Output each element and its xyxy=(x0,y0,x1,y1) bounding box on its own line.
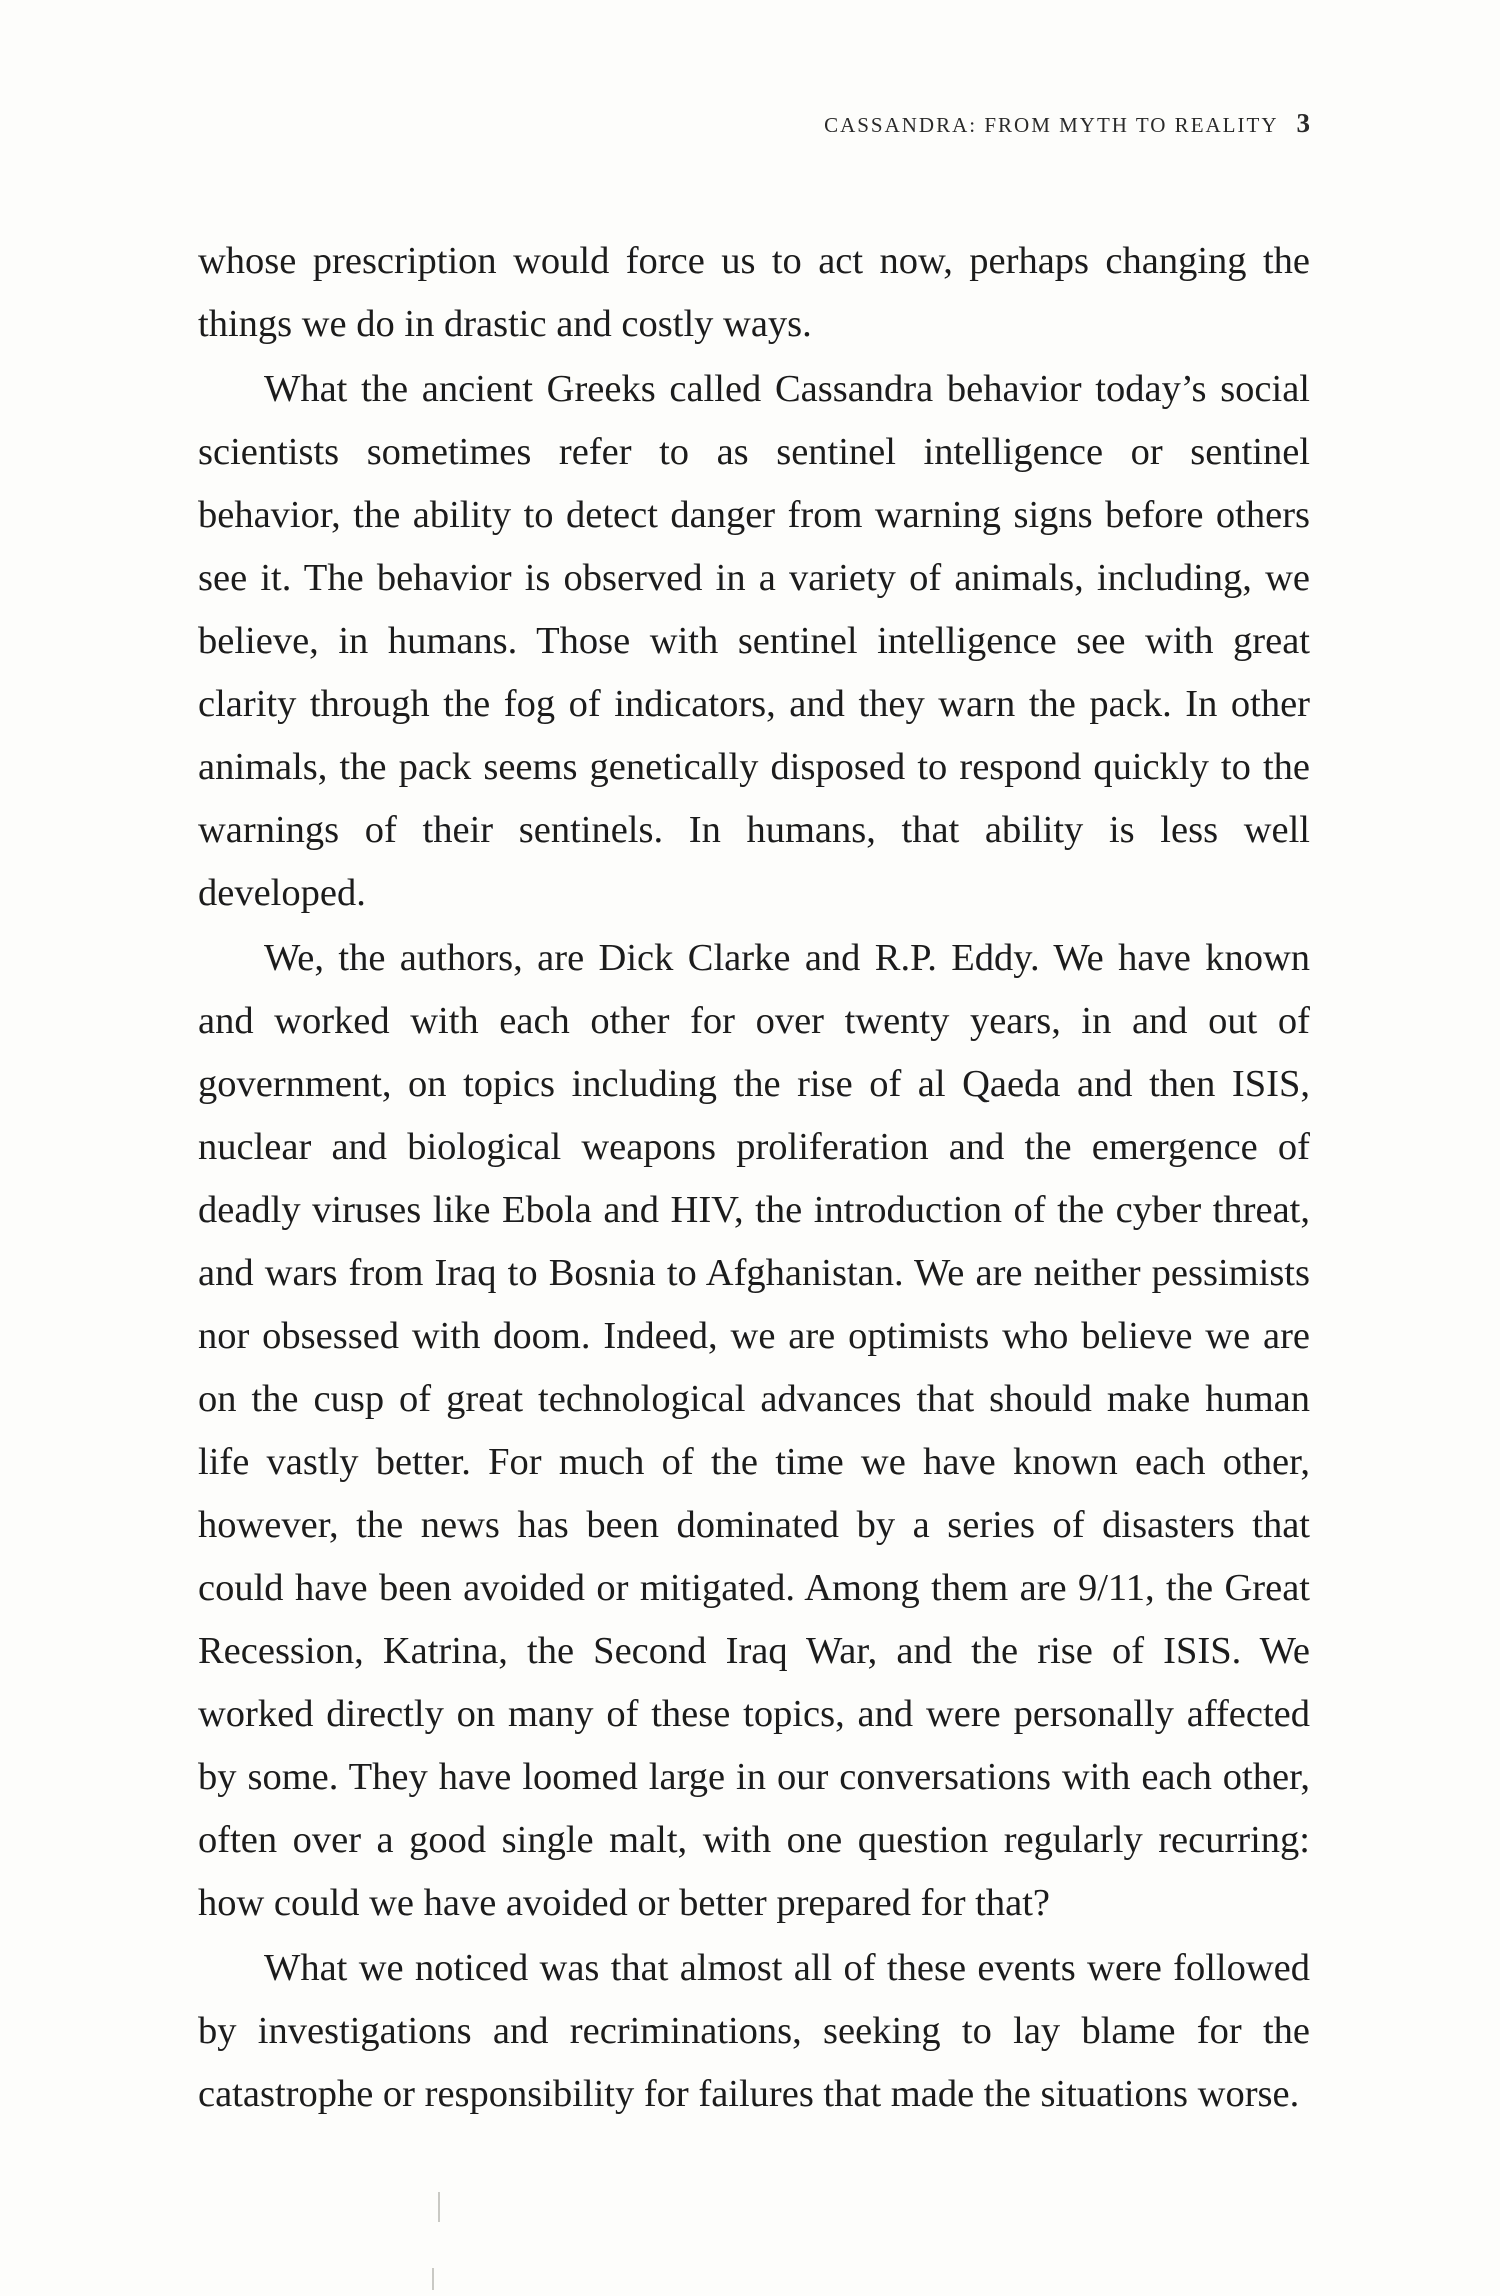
paragraph-sentinel-intelligence: What the ancient Greeks called Cassandra behavior today’s social scientists sometimes refer to as sentinel intelligence or sentinel behavior, the ability to detect danger from warning signs before others see it. The behavior is observed in a variety of animals, including, we believe, in humans. Those with sentinel intelligence see with great clarity through the fog of indicators, and they warn the pack. In other animals, the pack seems genetically disposed to respond quickly to the warnings of their sentinels. In humans, that ability is less well developed. xyxy=(198,368,1310,914)
running-header xyxy=(824,108,1310,139)
scan-artifact-line xyxy=(438,2192,440,2222)
scan-artifact-line xyxy=(432,2268,434,2290)
paragraph-investigations: What we noticed was that almost all of these events were followed by investigations and recriminations, seeking to lay blame for the catastrophe or responsibility for failures that made the situations worse. xyxy=(198,1947,1310,2115)
running-title: CASSANDRA: FROM MYTH TO REALITY xyxy=(824,113,1279,137)
paragraph-authors: We, the authors, are Dick Clarke and R.P. Eddy. We have known and worked with each other for over twenty years, in and out of government, on topics including the rise of al Qaeda and then ISIS, nuclear and biological weapons proliferation and the emergence of deadly viruses like Ebola and HIV, the introduction of the cyber threat, and wars from Iraq to Bosnia to Afghanistan. We are neither pessimists nor obsessed with doom. Indeed, we are optimists who believe we are on the cusp of great technological advances that should make human life vastly better. For much of the time we have known each other, however, the news has been dominated by a series of disasters that could have been avoided or mitigated. Among them are 9/11, the Great Recession, Katrina, the Second Iraq War, and the rise of ISIS. We worked directly on many of these topics, and were personally affected by some. They have loomed large in our conversations with each other, often over a good single malt, with one question regularly recurring: how could we have avoided or better prepared for that? xyxy=(198,937,1310,1924)
paragraph-continuation: whose prescription would force us to act now, perhaps changing the things we do in drastic and costly ways. xyxy=(198,240,1310,345)
body-text xyxy=(198,230,1310,2126)
page-number: 3 xyxy=(1296,108,1310,138)
